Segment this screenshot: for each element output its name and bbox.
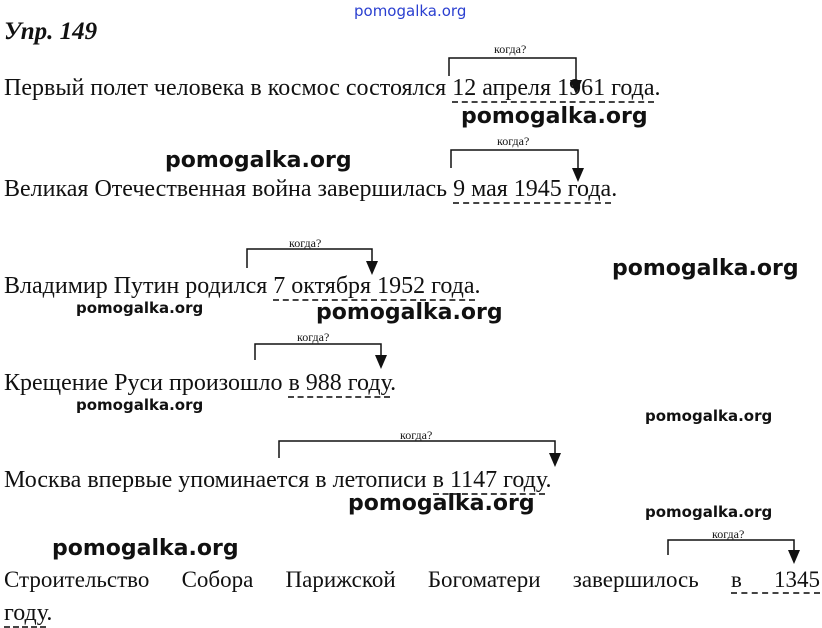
sentence-6-end: . <box>46 600 53 626</box>
sentence-6-line-1 <box>4 566 820 594</box>
sentence-4-text: Крещение Руси произошло <box>4 370 289 396</box>
sentence-3-circumstance: 7 октября 1952 года <box>273 273 475 299</box>
sentence-1-end: . <box>654 75 661 101</box>
watermark: pomogalka.org <box>348 491 535 516</box>
watermark: pomogalka.org <box>645 407 773 425</box>
sentence-1-text: Первый полет человека в космос состоялся <box>4 75 453 101</box>
watermark: pomogalka.org <box>316 300 503 325</box>
question-label-6: когда? <box>712 527 745 541</box>
site-watermark-top: pomogalka.org <box>354 2 467 20</box>
question-label-4: когда? <box>297 330 330 344</box>
sentence-6-circumstance-cont: году <box>4 600 47 626</box>
watermark: pomogalka.org <box>645 503 773 521</box>
question-label-2: когда? <box>497 134 530 148</box>
sentence-6-line-2 <box>4 599 52 627</box>
sentence-4-end: . <box>390 370 397 396</box>
question-label-3: когда? <box>289 236 322 250</box>
watermark: pomogalka.org <box>165 148 352 173</box>
sentence-4-circumstance: в 988 году <box>288 370 391 396</box>
sentence-2-end: . <box>611 176 618 202</box>
watermark: pomogalka.org <box>76 299 204 317</box>
sentence-1-circumstance: 12 апреля 1961 года <box>452 75 655 101</box>
question-label-1: когда? <box>494 42 527 56</box>
exercise-title: Упр. 149 <box>4 18 98 45</box>
sentence-3-text: Владимир Путин родился <box>4 273 274 299</box>
sentence-2-circumstance: 9 мая 1945 года <box>453 176 612 202</box>
sentence-6-text: Строительство Собора Парижской Богоматери завершилось <box>4 567 731 592</box>
watermark: pomogalka.org <box>461 104 648 129</box>
sentence-5-circumstance: в 1147 году <box>432 467 546 493</box>
question-label-5: когда? <box>400 428 433 442</box>
watermark: pomogalka.org <box>52 536 239 561</box>
sentence-5-text: Москва впервые упоминается в летописи <box>4 467 433 493</box>
sentence-2-text: Великая Отечественная война завершилась <box>4 176 454 202</box>
sentence-6-circumstance: в 1345 <box>730 567 820 592</box>
watermark: pomogalka.org <box>76 396 204 414</box>
watermark: pomogalka.org <box>612 256 799 281</box>
sentence-3-end: . <box>474 273 481 299</box>
sentence-5-end: . <box>545 467 552 493</box>
